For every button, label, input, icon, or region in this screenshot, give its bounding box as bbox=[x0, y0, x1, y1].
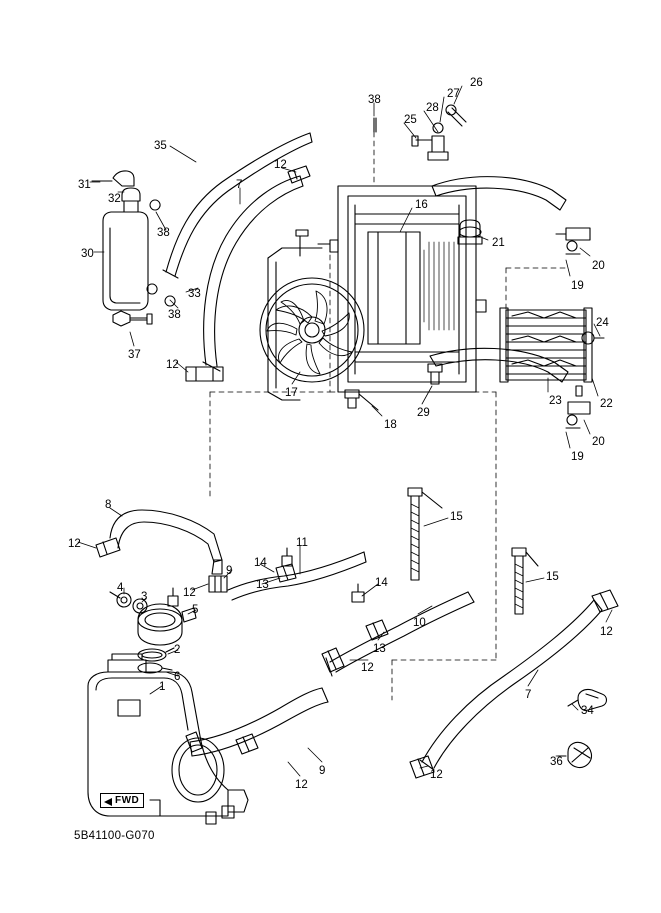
callout-15-left: 15 bbox=[450, 511, 463, 523]
callout-38-lower: 38 bbox=[168, 309, 181, 321]
callout-38-tank: 38 bbox=[157, 227, 170, 239]
callout-12-hose10: 12 bbox=[361, 662, 374, 674]
callout-14-left: 14 bbox=[254, 557, 267, 569]
callout-20-upper: 20 bbox=[592, 260, 605, 272]
callout-15-right: 15 bbox=[546, 571, 559, 583]
callout-19-upper: 19 bbox=[571, 280, 584, 292]
callout-24: 24 bbox=[596, 317, 609, 329]
callout-22: 22 bbox=[600, 398, 613, 410]
callout-34: 34 bbox=[581, 705, 594, 717]
callout-14-right: 14 bbox=[375, 577, 388, 589]
callout-7-upper: 7 bbox=[236, 179, 243, 191]
callout-6: 6 bbox=[174, 671, 181, 683]
callout-18: 18 bbox=[384, 419, 397, 431]
drawing-part-code: 5B41100-G070 bbox=[74, 830, 155, 842]
callout-1: 1 bbox=[159, 681, 166, 693]
callout-35: 35 bbox=[154, 140, 167, 152]
callout-19-lower: 19 bbox=[571, 451, 584, 463]
callout-8: 8 bbox=[105, 499, 112, 511]
forward-direction-indicator bbox=[100, 793, 144, 808]
callout-12-hose7-bottom: 12 bbox=[430, 769, 443, 781]
callout-29: 29 bbox=[417, 407, 430, 419]
callout-9-lower: 9 bbox=[319, 765, 326, 777]
callout-12-upper: 12 bbox=[274, 159, 287, 171]
callout-20-lower: 20 bbox=[592, 436, 605, 448]
callout-27: 27 bbox=[447, 88, 460, 100]
callout-12-hose33: 12 bbox=[166, 359, 179, 371]
callout-28: 28 bbox=[426, 102, 439, 114]
callout-11: 11 bbox=[296, 537, 308, 549]
callout-26: 26 bbox=[470, 77, 483, 89]
callout-12-hose8-end: 12 bbox=[183, 587, 196, 599]
callout-9-upper: 9 bbox=[226, 565, 233, 577]
callout-13-right: 13 bbox=[373, 643, 386, 655]
fwd-label: FWD bbox=[115, 795, 140, 806]
callout-2: 2 bbox=[174, 644, 181, 656]
fwd-arrow-icon bbox=[104, 798, 112, 806]
callout-13-left: 13 bbox=[256, 579, 269, 591]
callout-23: 23 bbox=[549, 395, 562, 407]
callout-37: 37 bbox=[128, 349, 141, 361]
callout-25: 25 bbox=[404, 114, 417, 126]
callout-17: 17 bbox=[285, 387, 298, 399]
callout-7-lower: 7 bbox=[525, 689, 532, 701]
callout-16: 16 bbox=[415, 199, 428, 211]
callout-30: 30 bbox=[81, 248, 94, 260]
callout-21: 21 bbox=[492, 237, 505, 249]
callout-3: 3 bbox=[141, 591, 148, 603]
callout-36: 36 bbox=[550, 756, 563, 768]
callout-12-hose8: 12 bbox=[68, 538, 81, 550]
callout-38-top: 38 bbox=[368, 94, 381, 106]
callout-10: 10 bbox=[413, 617, 426, 629]
callout-5: 5 bbox=[192, 604, 199, 616]
callout-31: 31 bbox=[78, 179, 91, 191]
callout-12-hose9: 12 bbox=[295, 779, 308, 791]
callout-33: 33 bbox=[188, 288, 201, 300]
callout-4: 4 bbox=[117, 582, 124, 594]
callout-32: 32 bbox=[108, 193, 121, 205]
callout-12-hose7-top: 12 bbox=[600, 626, 613, 638]
